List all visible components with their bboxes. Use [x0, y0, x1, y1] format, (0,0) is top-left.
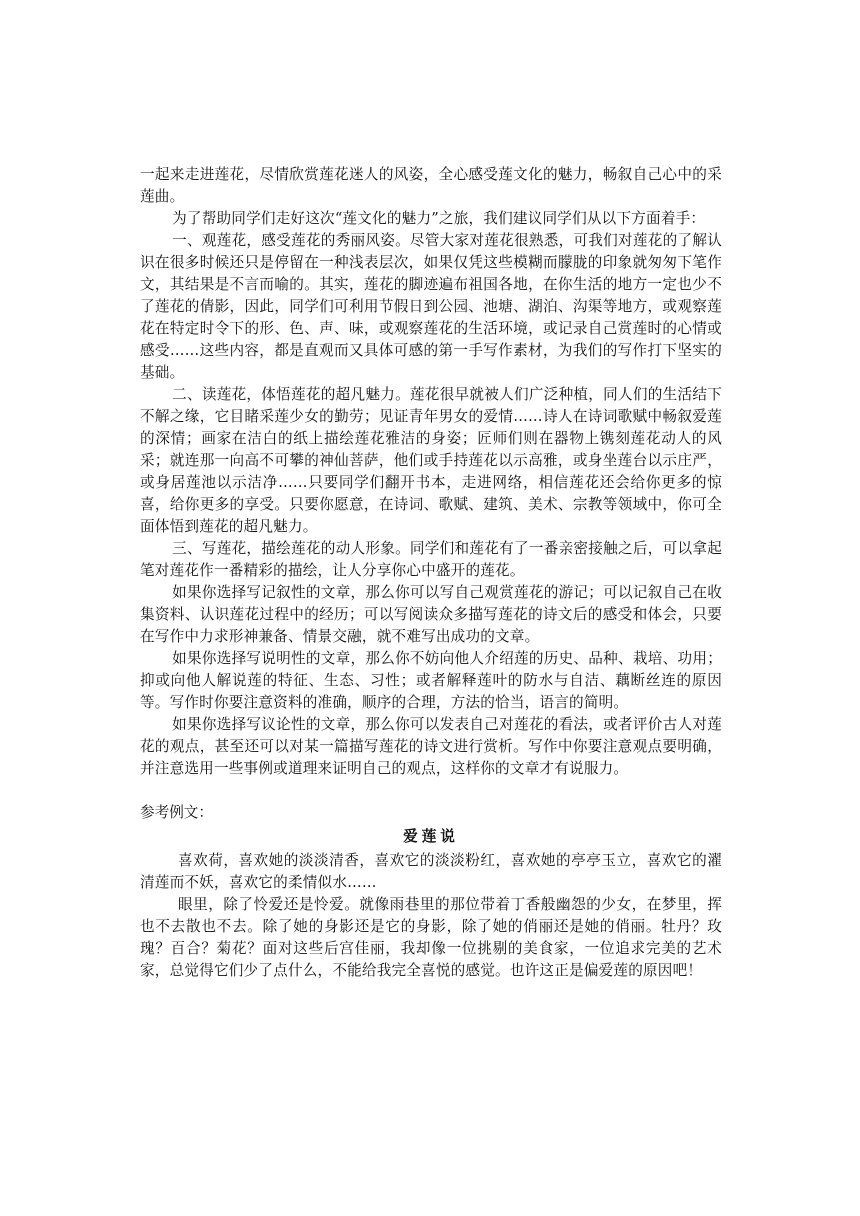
expository-writing-tip: 如果你选择写说明性的文章，那么你不妨向他人介绍莲的历史、品种、栽培、功用；抑或向他人解说莲的特征、生态、习性；或者解释莲叶的防水与自洁、藕断丝连的原因等。写作时你要注意资料的准确，顺序的合理，方法的恰当，语言的简明。	[140, 650, 722, 711]
section-observe-lotus: 一、观莲花，感受莲花的秀丽风姿。尽管大家对莲花很熟悉，可我们对莲花的了解认识在很多时候还只是停留在一种浅表层次，如果仅凭这些模糊而朦胧的印象就匆匆下笔作文，其结果是不言而喻的。其实，莲花的脚迹遍布祖国各地，在你生活的地方一定也少不了莲花的倩影，因此，同学们可利用节假日到公园、池塘、湖泊、沟渠等地方，或观察莲花在特定时令下的形、色、声、味，或观察莲花的生活环境，或记录自己赏莲时的心情或感受……这些内容，都是直观而又具体可感的第一手写作素材，为我们的写作打下坚实的基础。	[140, 232, 722, 381]
section-spacer	[140, 780, 722, 802]
narrative-writing-tip: 如果你选择写记叙性的文章，那么你可以写自己观赏莲花的游记；可以记叙自己在收集资料、认识莲花过程中的经历；可以写阅读众多描写莲花的诗文后的感受和体会，只要在写作中力求形神兼备、情景交融，就不难写出成功的文章。	[140, 584, 722, 645]
essay-title: 爱莲说	[403, 828, 459, 845]
document-page	[140, 164, 722, 982]
argumentative-writing-tip: 如果你选择写议论性的文章，那么你可以发表自己对莲花的看法，或者评价古人对莲花的观点，甚至还可以对某一篇描写莲花的诗文进行赏析。写作中你要注意观点要明确，并注意选用一些事例或道理来证明自己的观点，这样你的文章才有说服力。	[140, 716, 722, 777]
section-write-lotus: 三、写莲花，描绘莲花的动人形象。同学们和莲花有了一番亲密接触之后，可以拿起笔对莲花作一番精彩的描绘，让人分享你心中盛开的莲花。	[140, 540, 722, 579]
reference-label: 参考例文：	[140, 804, 213, 821]
essay-paragraph-2: 眼里，除了怜爱还是怜爱。就像雨巷里的那位带着丁香般幽怨的少女，在梦里，挥也不去散也不去。除了她的身影还是它的身影，除了她的俏丽还是她的俏丽。牡丹？玫瑰？百合？菊花？面对这些后宫佳丽，我却像一位挑剔的美食家，一位追求完美的艺术家，总觉得它们少了点什么，不能给我完全喜悦的感觉。也许这正是偏爱莲的原因吧！	[140, 896, 722, 979]
body-paragraph-1: 一起来走进莲花，尽情欣赏莲花迷人的风姿，全心感受莲文化的魅力，畅叙自己心中的采莲曲。	[140, 166, 722, 205]
essay-paragraph-1: 喜欢荷，喜欢她的淡淡清香，喜欢它的淡淡粉红，喜欢她的亭亭玉立，喜欢它的濯清莲而不妖，喜欢它的柔情似水……	[140, 852, 722, 891]
section-read-lotus: 二、读莲花，体悟莲花的超凡魅力。莲花很早就被人们广泛种植，同人们的生活结下不解之缘，它目睹采莲少女的勤劳；见证青年男女的爱情……诗人在诗词歌赋中畅叙爱莲的深情；画家在洁白的纸上描绘莲花雅洁的身姿；匠师们则在器物上镌刻莲花动人的风采；就连那一向高不可攀的神仙菩萨，他们或手持莲花以示高雅，或身坐莲台以示庄严，或身居莲池以示洁净……只要同学们翻开书本，走进网络，相信莲花还会给你更多的惊喜，给你更多的享受。只要你愿意，在诗词、歌赋、建筑、美术、宗教等领域中，你可全面体悟到莲花的超凡魅力。	[140, 386, 722, 535]
body-paragraph-2: 为了帮助同学们走好这次“莲文化的魅力”之旅，我们建议同学们从以下方面着手：	[172, 210, 706, 227]
